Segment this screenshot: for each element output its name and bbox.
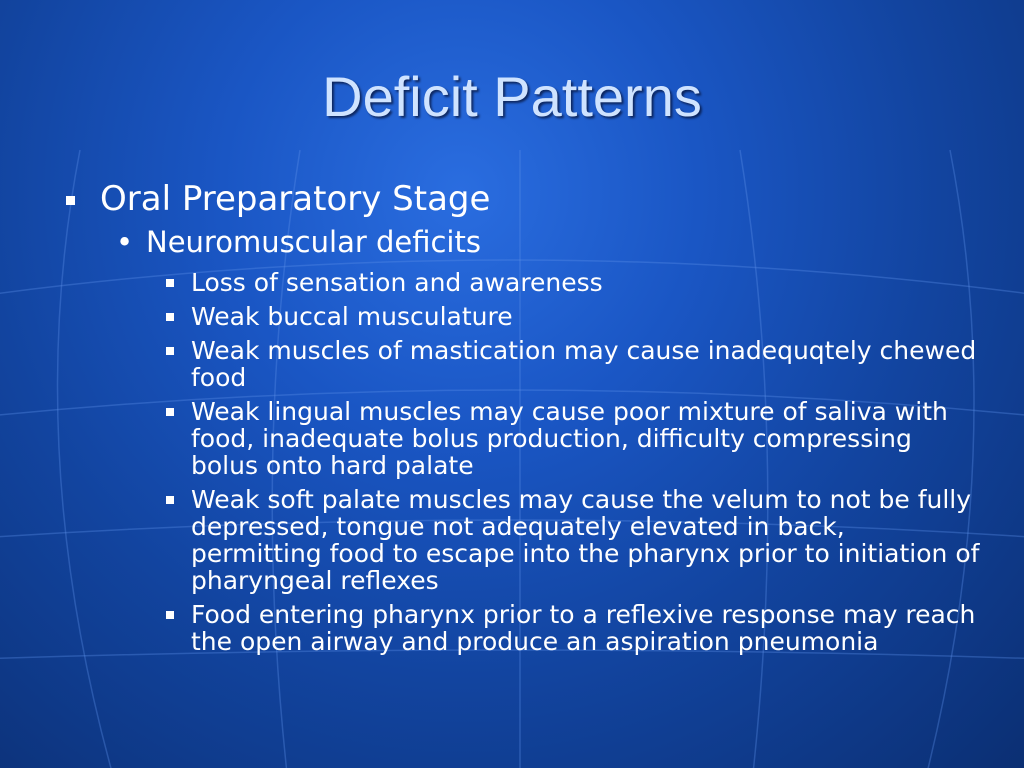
round-bullet-icon: • bbox=[116, 225, 134, 259]
bullet-level3-item bbox=[60, 303, 980, 330]
square-bullet-icon bbox=[66, 196, 75, 205]
bullet-level3-text: Weak soft palate muscles may cause the velum to not be fully depressed, tongue not adequately elevated in back, permitting food to escape into the pharynx prior to initiation of pharyngeal reflexes bbox=[191, 485, 980, 595]
square-bullet-icon bbox=[166, 347, 174, 355]
slide-title: Deficit Patterns bbox=[322, 65, 702, 128]
bullet-level3-text: Weak buccal musculature bbox=[191, 302, 513, 331]
square-bullet-icon bbox=[166, 611, 174, 619]
bullet-level3-text: Weak lingual muscles may cause poor mixture of saliva with food, inadequate bolus production, difficulty compressing bolus onto hard palate bbox=[191, 397, 948, 480]
bullet-level3-text: Loss of sensation and awareness bbox=[191, 268, 603, 297]
bullet-level3-item bbox=[60, 486, 980, 594]
bullet-level3-item bbox=[60, 269, 980, 296]
bullet-level3-item bbox=[60, 398, 980, 479]
square-bullet-icon bbox=[166, 279, 174, 287]
slide-body bbox=[60, 176, 980, 655]
square-bullet-icon bbox=[166, 313, 174, 321]
bullet-level2-text: Neuromuscular deficits bbox=[146, 225, 481, 259]
bullet-level3-item bbox=[60, 337, 980, 391]
bullet-level2 bbox=[60, 222, 980, 262]
bullet-level3-text: Weak muscles of mastication may cause inadequqtely chewed food bbox=[191, 336, 977, 392]
bullet-level1-text: Oral Preparatory Stage bbox=[100, 179, 491, 219]
bullet-level3-item bbox=[60, 601, 980, 655]
bullet-level3-text: Food entering pharynx prior to a reflexive response may reach the open airway and produce an aspiration pneumonia bbox=[191, 600, 976, 656]
bullet-level1 bbox=[60, 176, 980, 222]
square-bullet-icon bbox=[166, 496, 174, 504]
square-bullet-icon bbox=[166, 408, 174, 416]
